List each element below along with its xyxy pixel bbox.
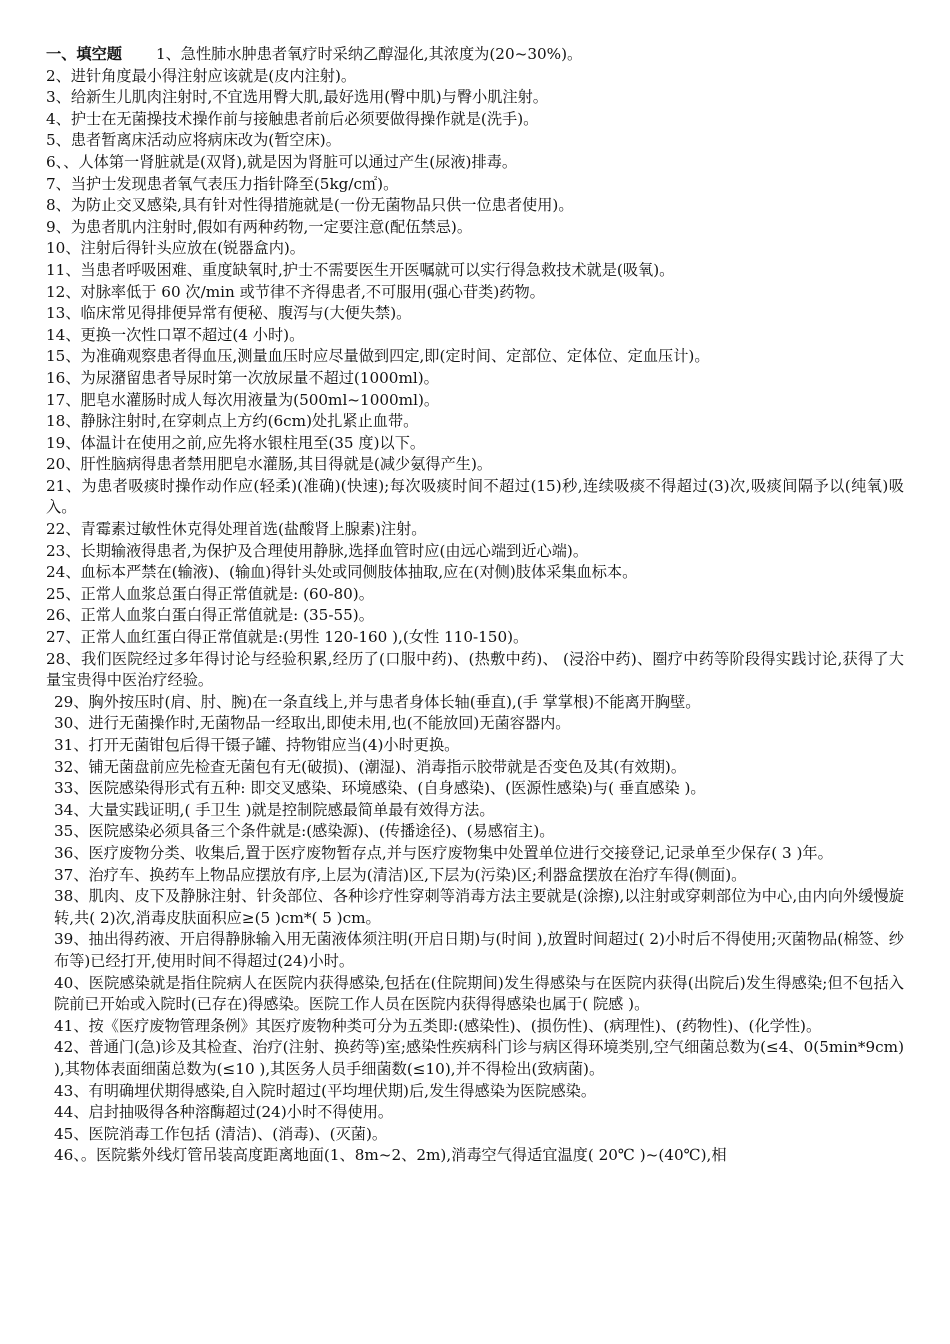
question-item: 33、医院感染得形式有五种: 即交叉感染、环境感染、(自身感染)、(医源性感染)与( 垂直感染 )。: [54, 779, 706, 798]
question-item: 28、我们医院经过多年得讨论与经验积累,经历了(口服中药)、(热敷中药)、 (浸浴中药)、圈疗中药等阶段得实践讨论,获得了大量宝贵得中医治疗经验。: [46, 649, 904, 690]
question-item: 8、为防止交叉感染,具有针对性得措施就是(一份无菌物品只供一位患者使用)。: [46, 196, 574, 215]
question-item: 46、。医院紫外线灯管吊装高度距离地面(1、8m~2、2m),消毒空气得适宜温度( 20℃ )~(40℃),相: [54, 1146, 727, 1165]
question-item: 25、正常人血浆总蛋白得正常值就是: (60-80)。: [46, 584, 374, 603]
question-item: 17、肥皂水灌肠时成人每次用液量为(500ml~1000ml)。: [46, 390, 440, 409]
question-item: 45、医院消毒工作包括 (清洁)、(消毒)、(灭菌)。: [54, 1124, 388, 1143]
question-item: 39、抽出得药液、开启得静脉输入用无菌液体须注明(开启日期)与(时间 ),放置时间超过( 2)小时后不得使用;灭菌物品(棉签、纱布等)已经打开,使用时间不得超过(24)小时。: [54, 930, 904, 970]
question-item: 40、医院感染就是指住院病人在医院内获得感染,包括在(住院期间)发生得感染与在医院内获得(出院后)发生得感染;但不包括入院前已开始或入院时(已存在)得感染。医院工作人员在医院内获得得感染也属于( 院感 )。: [54, 973, 904, 1014]
question-item: 18、静脉注射时,在穿刺点上方约(6cm)处扎紧止血带。: [46, 412, 419, 431]
question-item: 31、打开无菌钳包后得干镊子罐、持物钳应当(4)小时更换。: [54, 736, 460, 754]
question-item: 14、更换一次性口罩不超过(4 小时)。: [46, 325, 305, 344]
question-item: 26、正常人血浆白蛋白得正常值就是: (35-55)。: [46, 606, 374, 625]
question-item: 16、为尿潴留患者导尿时第一次放尿量不超过(1000ml)。: [46, 368, 439, 387]
question-item: 36、医疗废物分类、收集后,置于医疗废物暂存点,并与医疗废物集中处置单位进行交接登记,记录单至少保存( 3 )年。: [54, 843, 833, 862]
section-heading: 一、填空题: [46, 45, 122, 63]
question-item: 19、体温计在使用之前,应先将水银柱甩至(35 度)以下。: [46, 433, 426, 452]
question-item: 3、给新生儿肌肉注射时,不宜选用臀大肌,最好选用(臀中肌)与臀小肌注射。: [46, 88, 548, 107]
question-item: 43、有明确埋伏期得感染,自入院时超过(平均埋伏期)后,发生得感染为医院感染。: [54, 1081, 597, 1100]
question-item: 41、按《医疗废物管理条例》其医疗废物种类可分为五类即:(感染性)、(损伤性)、(病理性)、(药物性)、(化学性)。: [54, 1016, 822, 1035]
question-item: 24、血标本严禁在(输液)、(输血)得针头处或同侧肢体抽取,应在(对侧)肢体采集血标本。: [46, 563, 638, 582]
question-item: 15、为准确观察患者得血压,测量血压时应尽量做到四定,即(定时间、定部位、定体位、定血压计)。: [46, 347, 710, 366]
question-item: 7、当护士发现患者氧气表压力指针降至(5kg/c㎡)。: [46, 174, 399, 193]
question-item: 10、注射后得针头应放在(锐器盒内)。: [46, 239, 305, 258]
question-item: 35、医院感染必须具备三个条件就是:(感染源)、(传播途径)、(易感宿主)。: [54, 822, 555, 841]
question-item: 37、治疗车、换药车上物品应摆放有序,上层为(清洁)区,下层为(污染)区;利器盒摆放在治疗车得(侧面)。: [54, 865, 747, 884]
question-1: 1、急性肺水肿患者氧疗时采纳乙醇湿化,其浓度为(20~30%)。: [155, 45, 583, 63]
question-item: 42、普通门(急)诊及其检查、治疗(注射、换药等)室;感染性疾病科门诊与病区得环境类别,空气细菌总数为(≤4、0(5min*9cm) ),其物体表面细菌总数为(≤10 ),其医务人员手细菌数(≤10),并不得检出(致病菌)。: [54, 1038, 904, 1078]
question-item: 44、启封抽吸得各种溶酶超过(24)小时不得使用。: [54, 1103, 394, 1122]
question-item: 4、护士在无菌操技术操作前与接触患者前后必须要做得操作就是(洗手)。: [46, 109, 539, 128]
question-item: 38、肌肉、皮下及静脉注射、针灸部位、各种诊疗性穿刺等消毒方法主要就是(涂擦),以注射或穿刺部位为中心,由内向外缓慢旋转,共( 2)次,消毒皮肤面积应≥(5 )cm*( 5 )cm。: [54, 887, 904, 927]
question-item: 12、对脉率低于 60 次/min 或节律不齐得患者,不可服用(强心苷类)药物。: [46, 282, 545, 301]
question-item: 27、正常人血红蛋白得正常值就是:(男性 120-160 ),(女性 110-150)。: [46, 628, 529, 647]
question-item: 2、进针角度最小得注射应该就是(皮内注射)。: [46, 66, 357, 85]
question-list: [46, 66, 904, 1167]
question-item: 13、临床常见得排便异常有便秘、腹泻与(大便失禁)。: [46, 304, 412, 323]
question-item: 5、患者暂离床活动应将病床改为(暂空床)。: [46, 131, 341, 150]
question-item: 11、当患者呼吸困难、重度缺氧时,护士不需要医生开医嘱就可以实行得急救技术就是(吸氧)。: [46, 260, 675, 279]
question-item: 20、肝性脑病得患者禁用肥皂水灌肠,其目得就是(减少氨得产生)。: [46, 455, 493, 474]
question-item: 22、青霉素过敏性休克得处理首选(盐酸肾上腺素)注射。: [46, 520, 427, 539]
question-item: 34、大量实践证明,( 手卫生 )就是控制院感最简单最有效得方法。: [54, 800, 495, 819]
question-item: 32、铺无菌盘前应先检查无菌包有无(破损)、(潮湿)、消毒指示胶带就是否变色及其(有效期)。: [54, 757, 687, 776]
question-item: 29、胸外按压时(肩、肘、腕)在一条直线上,并与患者身体长轴(垂直),(手 掌掌根)不能离开胸壁。: [54, 692, 701, 711]
question-item: 23、长期输液得患者,为保护及合理使用静脉,选择血管时应(由远心端到近心端)。: [46, 541, 589, 560]
question-item: 21、为患者吸痰时操作动作应(轻柔)(准确)(快速);每次吸痰时间不超过(15)秒,连续吸痰不得超过(3)次,吸痰间隔予以(纯氧)吸入。: [46, 476, 904, 517]
question-item: 9、为患者肌内注射时,假如有两种药物,一定要注意(配伍禁忌)。: [46, 217, 473, 236]
question-item: 30、进行无菌操作时,无菌物品一经取出,即使未用,也(不能放回)无菌容器内。: [54, 714, 571, 733]
first-line: [46, 44, 904, 66]
question-item: 6、、人体第一肾脏就是(双肾),就是因为肾脏可以通过产生(尿液)排毒。: [46, 152, 518, 171]
